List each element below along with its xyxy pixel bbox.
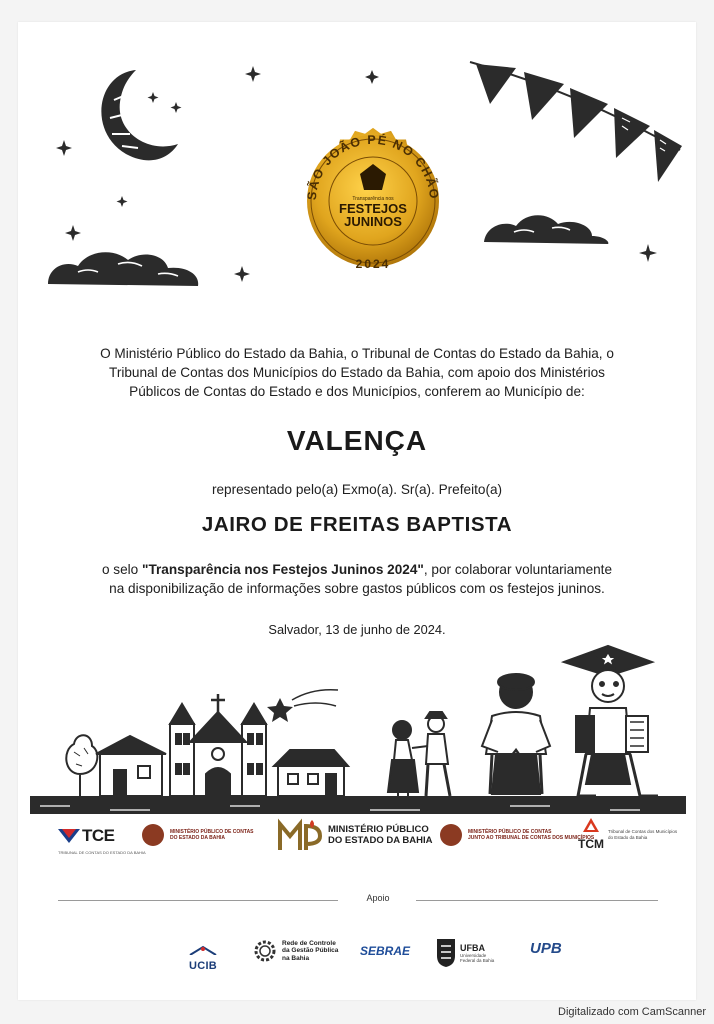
dancing-couple bbox=[388, 712, 450, 800]
mpc-estado-line1: MINISTÉRIO PÚBLICO DE CONTAS bbox=[170, 829, 254, 835]
shooting-star-icon bbox=[267, 698, 293, 722]
gear-icon bbox=[252, 938, 278, 964]
award-suffix: , por colaborar voluntariamente bbox=[423, 562, 613, 577]
seal-small-text: Transparência nos bbox=[352, 196, 394, 202]
ucib-label: UCIB bbox=[188, 960, 218, 972]
rede-line3: na Bahia bbox=[282, 954, 310, 962]
bahia-emblem-icon bbox=[440, 824, 462, 846]
mp-monogram-icon bbox=[278, 818, 322, 852]
ufba-shield-icon bbox=[436, 938, 456, 968]
certificate-sheet bbox=[18, 22, 696, 1000]
bunting-flags bbox=[470, 62, 682, 182]
award-line bbox=[66, 560, 648, 579]
support-logos bbox=[178, 938, 578, 980]
tcm-sub-line2: do Estado da Bahia bbox=[608, 834, 648, 840]
sebrae-label: SEBRAE bbox=[360, 944, 411, 958]
represented-by-text: representado pelo(a) Exmo(a). Sr(a). Prefeito(a) bbox=[211, 482, 503, 497]
rede-line1: Rede de Controle bbox=[282, 939, 336, 947]
bahia-emblem-icon bbox=[142, 824, 164, 846]
tcm-label: TCM bbox=[578, 837, 604, 851]
ground bbox=[30, 796, 686, 814]
award-line-2: na disponibilização de informações sobre gastos públicos com os festejos juninos. bbox=[109, 581, 605, 596]
house-left bbox=[96, 736, 166, 796]
award-paragraph bbox=[66, 560, 648, 598]
logo-mpc-estado bbox=[142, 824, 254, 846]
institution-logos bbox=[58, 818, 678, 878]
camscanner-watermark: Digitalizado com CamScanner bbox=[558, 1006, 706, 1018]
cloud-icon bbox=[484, 215, 608, 244]
ufba-sub-line2: Federal da Bahia bbox=[460, 958, 495, 963]
seal-year: 2024 bbox=[355, 257, 391, 271]
mayor-name: JAIRO DE FREITAS BAPTISTA bbox=[201, 513, 513, 536]
logo-ufba bbox=[436, 938, 494, 968]
award-prefix: o selo bbox=[101, 562, 143, 577]
ufba-label: UFBA bbox=[460, 942, 485, 953]
ucib-mark-icon bbox=[188, 945, 218, 955]
apoio-label: Apoio bbox=[366, 893, 390, 903]
tcm-sub-line1: Tribunal de Contas dos Municípios bbox=[608, 829, 678, 834]
logo-mpc-municipios bbox=[440, 824, 594, 846]
seal-ring-text: SÃO JOÃO PÉ NO CHÃO bbox=[304, 132, 442, 201]
divider-left bbox=[58, 900, 338, 901]
festival-scene-illustration bbox=[30, 624, 690, 814]
tce-label: TCE bbox=[82, 826, 115, 845]
seal-title-line1: FESTEJOS bbox=[339, 201, 407, 216]
mp-line2: DO ESTADO DA BAHIA bbox=[328, 835, 433, 846]
mpc-municipios-line2: JUNTO AO TRIBUNAL DE CONTAS DOS MUNICÍPIOS bbox=[468, 835, 595, 841]
festival-man bbox=[482, 674, 550, 794]
upb-label: UPB bbox=[530, 940, 562, 957]
intro-line: Públicos de Contas do Estado e dos Municípios, conferem ao Município de: bbox=[129, 384, 585, 399]
intro-paragraph bbox=[66, 344, 648, 401]
place-date: Salvador, 13 de junho de 2024. bbox=[268, 622, 446, 637]
mpc-municipios-line1: MINISTÉRIO PÚBLICO DE CONTAS bbox=[468, 829, 552, 835]
municipality-name: VALENÇA bbox=[286, 425, 428, 456]
logo-ucib bbox=[188, 942, 218, 972]
logo-rede-controle bbox=[252, 938, 338, 964]
church bbox=[170, 694, 266, 796]
ufba-sub-line1: Universidade bbox=[460, 952, 487, 958]
rede-line2: da Gestão Pública bbox=[282, 947, 339, 955]
tce-sublabel: TRIBUNAL DE CONTAS DO ESTADO DA BAHIA bbox=[58, 850, 146, 855]
award-name: "Transparência nos Festejos Juninos 2024" bbox=[142, 562, 424, 577]
logo-mp-bahia bbox=[278, 818, 433, 852]
logo-tce bbox=[58, 826, 146, 855]
transparency-seal bbox=[294, 122, 452, 280]
moon-icon bbox=[101, 70, 178, 160]
intro-line: O Ministério Público do Estado da Bahia, o Tribunal de Contas do Estado da Bahia, o bbox=[100, 346, 614, 361]
logo-upb bbox=[530, 940, 562, 957]
divider-right bbox=[416, 900, 658, 901]
intro-line: Tribunal de Contas dos Municípios do Estado da Bahia, com apoio dos Ministérios bbox=[109, 365, 605, 380]
house-right bbox=[274, 750, 348, 796]
tce-triangle-icon bbox=[58, 829, 80, 843]
mpc-estado-line2: DO ESTADO DA BAHIA bbox=[170, 835, 225, 841]
cloud-icon bbox=[48, 252, 198, 286]
accordion-player bbox=[564, 646, 658, 796]
logo-sebrae bbox=[360, 944, 410, 958]
tcm-mark-icon bbox=[583, 818, 599, 832]
logo-tcm bbox=[578, 818, 677, 851]
seal-title-line2: JUNINOS bbox=[344, 214, 402, 229]
mp-line1: MINISTÉRIO PÚBLICO bbox=[328, 824, 429, 835]
